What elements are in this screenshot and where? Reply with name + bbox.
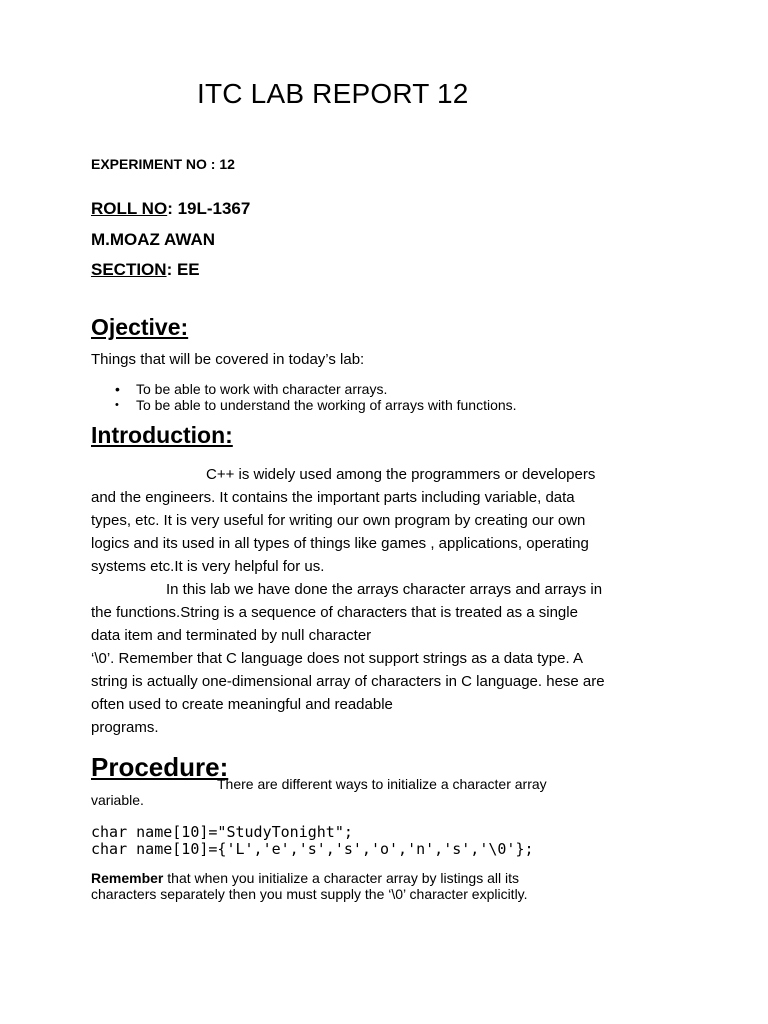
objective-item	[91, 397, 517, 413]
bullet-icon: •	[115, 381, 120, 397]
intro-line: and the engineers. It contains the important parts including variable, data	[91, 489, 575, 506]
procedure-heading: Procedure:	[91, 752, 229, 782]
objective-item-text: To be able to work with character arrays.	[136, 381, 388, 397]
section-line	[91, 260, 200, 280]
objective-list	[91, 381, 517, 413]
intro-line: string is actually one-dimensional array of characters in C language. hese are	[91, 673, 605, 690]
note-line-1	[91, 870, 519, 886]
intro-line: In this lab we have done the arrays character arrays and arrays in	[166, 581, 603, 598]
code-line: char name[10]="StudyTonight";	[91, 823, 353, 841]
bullet-icon: •	[115, 399, 119, 411]
intro-line: the functions.String is a sequence of characters that is treated as a single	[91, 604, 578, 621]
intro-line: programs.	[91, 719, 159, 736]
experiment-number: EXPERIMENT NO : 12	[91, 156, 235, 172]
intro-line: systems etc.It is very helpful for us.	[91, 558, 325, 575]
procedure-text-line-2: variable.	[91, 792, 144, 808]
intro-line: often used to create meaningful and readable	[91, 696, 393, 713]
intro-line: C++ is widely used among the programmers or developers	[206, 466, 596, 483]
note-line-2: characters separately then you must supply the ‘\0’ character explicitly.	[91, 886, 528, 902]
intro-line: logics and its used in all types of things like games , applications, operating	[91, 535, 589, 552]
introduction-heading: Introduction:	[91, 422, 233, 448]
intro-line: ‘\0’. Remember that C language does not support strings as a data type. A	[91, 650, 583, 667]
roll-number-line	[91, 199, 250, 219]
roll-number-value: : 19L-1367	[167, 199, 251, 218]
introduction-paragraph	[91, 463, 651, 739]
intro-line: data item and terminated by null character	[91, 627, 372, 644]
student-name: M.MOAZ AWAN	[91, 230, 216, 249]
report-title: ITC LAB REPORT 12	[197, 78, 469, 109]
roll-number-label: ROLL NO	[91, 199, 168, 218]
procedure-text-line-1: There are different ways to initialize a character array	[217, 776, 547, 792]
code-line: char name[10]={'L','e','s','s','o','n','s','\0'};	[91, 840, 534, 858]
intro-line: types, etc. It is very useful for writing our own program by creating our own	[91, 512, 586, 529]
section-value: : EE	[166, 260, 200, 279]
objective-heading: Ojective:	[91, 314, 189, 340]
objective-intro: Things that will be covered in today’s lab:	[91, 351, 365, 368]
section-label: SECTION	[91, 260, 167, 279]
objective-item-text: To be able to understand the working of arrays with functions.	[136, 397, 517, 413]
note-text: that when you initialize a character array by listings all its	[163, 870, 519, 886]
objective-item	[91, 381, 517, 397]
note-bold: Remember	[91, 870, 164, 886]
